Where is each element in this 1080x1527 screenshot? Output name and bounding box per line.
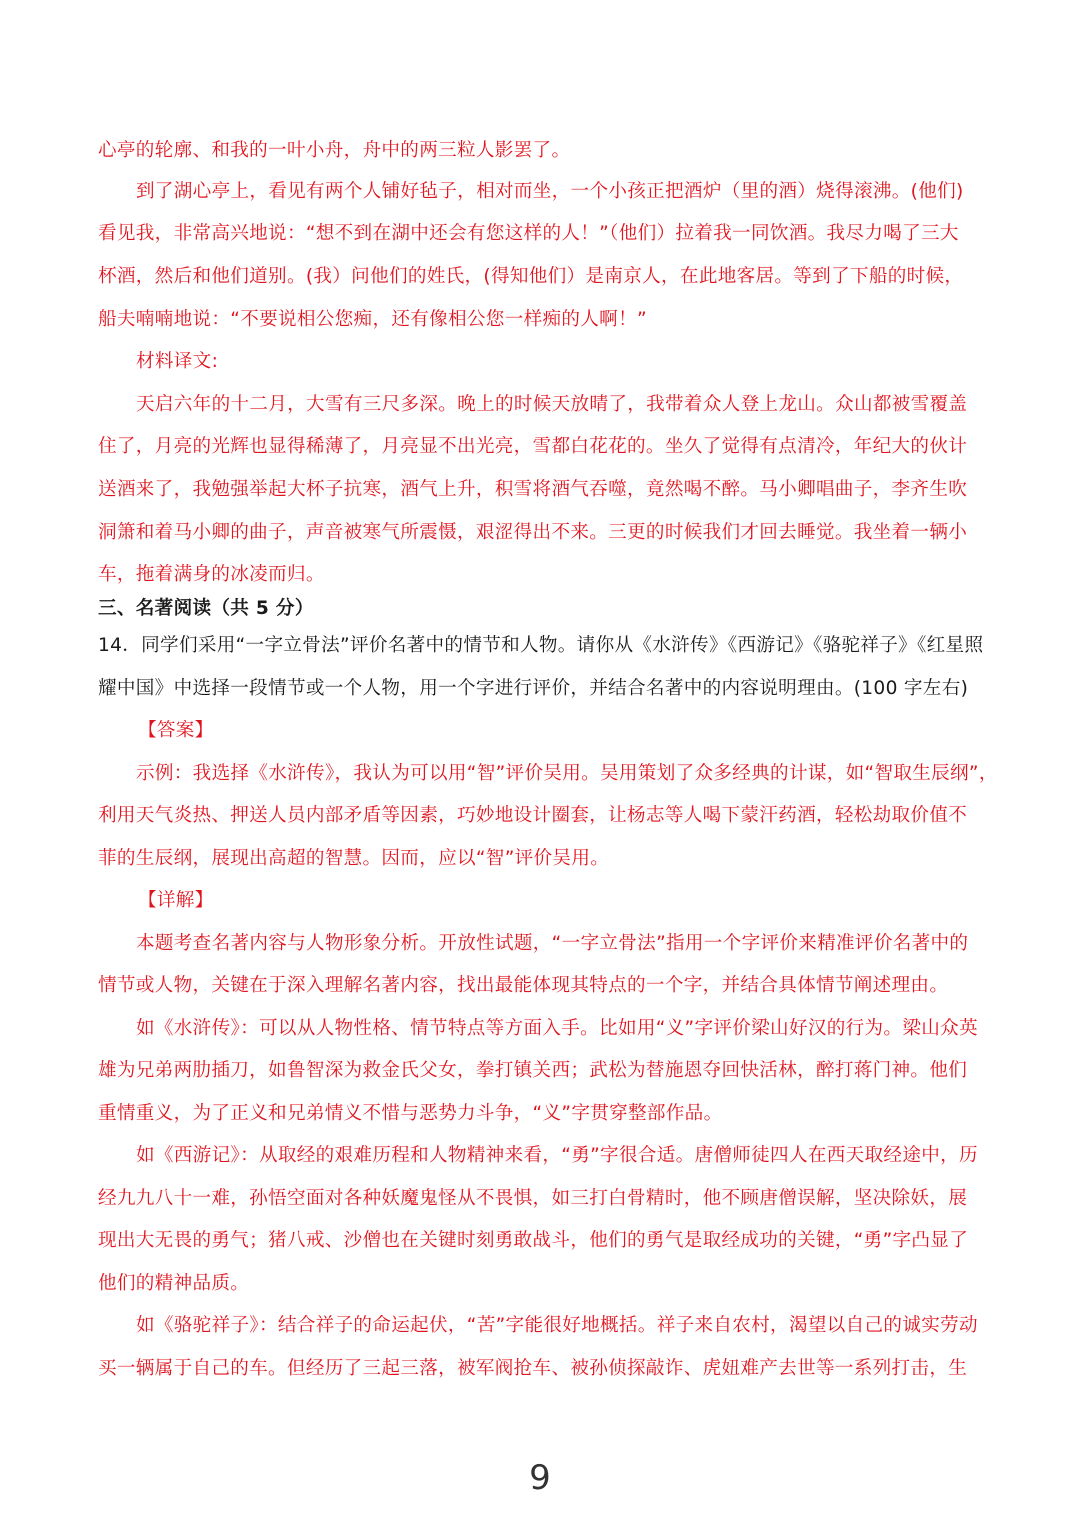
translation-line: 看见我，非常高兴地说：“想不到在湖中还会有您这样的人！”（他们）拉着我一同饮酒。我尽力喝了三大 <box>98 223 959 244</box>
answer-line: 菲的生辰纲，展现出高超的智慧。因而，应以“智”评价吴用。 <box>98 848 610 869</box>
material-line: 洞箫和着马小卿的曲子，声音被寒气所震慑，艰涩得出不来。三更的时候我们才回去睡觉。我坐着一辆小 <box>98 522 968 543</box>
question-line: 耀中国》中选择一段情节或一个人物，用一个字进行评价，并结合名著中的内容说明理由。(100 字左右) <box>98 678 969 699</box>
translation-line: 船夫喃喃地说：“不要说相公您痴，还有像相公您一样痴的人啊！” <box>98 309 647 330</box>
explain-xiyou-line: 现出大无畏的勇气；猪八戒、沙僧也在关键时刻勇敢战斗，他们的勇气是取经成功的关键，“勇”字凸显了 <box>98 1230 969 1251</box>
explain-luotuo-line: 如《骆驼祥子》：结合祥子的命运起伏，“苦”字能很好地概括。祥子来自农村，渴望以自己的诚实劳动 <box>136 1315 978 1336</box>
explain-shuihu-line: 雄为兄弟两肋插刀，如鲁智深为救金氏父女，拳打镇关西；武松为替施恩夺回快活林，醉打蒋门神。他们 <box>98 1060 968 1081</box>
explain-shuihu-line: 如《水浒传》：可以从人物性格、情节特点等方面入手。比如用“义”字评价梁山好汉的行为。梁山众英 <box>136 1018 978 1039</box>
material-label: 材料译文: <box>136 351 219 372</box>
page-number: 9 <box>529 1458 551 1498</box>
translation-tail-line: 心亭的轮廓、和我的一叶小舟，舟中的两三粒人影罢了。 <box>98 140 571 161</box>
explain-xiyou-line: 如《西游记》：从取经的艰难历程和人物精神来看，“勇”字很合适。唐僧师徒四人在西天取经途中，历 <box>136 1145 978 1166</box>
explain-shuihu-line: 重情重义，为了正义和兄弟情义不惜与恶势力斗争，“义”字贯穿整部作品。 <box>98 1103 723 1124</box>
explain-intro-line: 本题考查名著内容与人物形象分析。开放性试题，“一字立骨法”指用一个字评价来精准评价名著中的 <box>136 933 969 954</box>
section-title: 三、名著阅读（共 5 分） <box>98 598 314 619</box>
explain-xiyou-line: 他们的精神品质。 <box>98 1273 250 1294</box>
explain-label: 【详解】 <box>138 890 214 911</box>
question-line: 14．同学们采用“一字立骨法”评价名著中的情节和人物。请你从《水浒传》《西游记》《骆驼祥子》《红星照 <box>98 635 984 656</box>
material-line: 住了，月亮的光辉也显得稀薄了，月亮显不出光亮，雪都白花花的。坐久了觉得有点清冷，年纪大的伙计 <box>98 436 968 457</box>
material-line: 车，拖着满身的冰凌而归。 <box>98 564 325 585</box>
material-line: 天启六年的十二月，大雪有三尺多深。晚上的时候天放晴了，我带着众人登上龙山。众山都被雪覆盖 <box>136 394 968 415</box>
explain-luotuo-line: 买一辆属于自己的车。但经历了三起三落，被军阀抢车、被孙侦探敲诈、虎妞难产去世等一系列打击，生 <box>98 1358 968 1379</box>
explain-xiyou-line: 经九九八十一难，孙悟空面对各种妖魔鬼怪从不畏惧，如三打白骨精时，他不顾唐僧误解，坚决除妖，展 <box>98 1188 968 1209</box>
explain-intro-line: 情节或人物，关键在于深入理解名著内容，找出最能体现其特点的一个字，并结合具体情节阐述理由。 <box>98 975 949 996</box>
answer-line: 利用天气炎热、押送人员内部矛盾等因素，巧妙地设计圈套，让杨志等人喝下蒙汗药酒，轻松劫取价值不 <box>98 805 968 826</box>
material-line: 送酒来了，我勉强举起大杯子抗寒，酒气上升，积雪将酒气吞噬，竟然喝不醉。马小卿唱曲子，李齐生吹 <box>98 479 968 500</box>
answer-line: 示例：我选择《水浒传》，我认为可以用“智”评价吴用。吴用策划了众多经典的计谋，如“智取生辰纲”， <box>136 763 998 784</box>
translation-line: 到了湖心亭上，看见有两个人铺好毡子，相对而坐，一个小孩正把酒炉（里的酒）烧得滚沸。(他们) <box>136 181 964 202</box>
answer-label: 【答案】 <box>138 720 214 741</box>
translation-line: 杯酒，然后和他们道别。(我）问他们的姓氏，(得知他们）是南京人，在此地客居。等到了下船的时候， <box>98 266 964 287</box>
